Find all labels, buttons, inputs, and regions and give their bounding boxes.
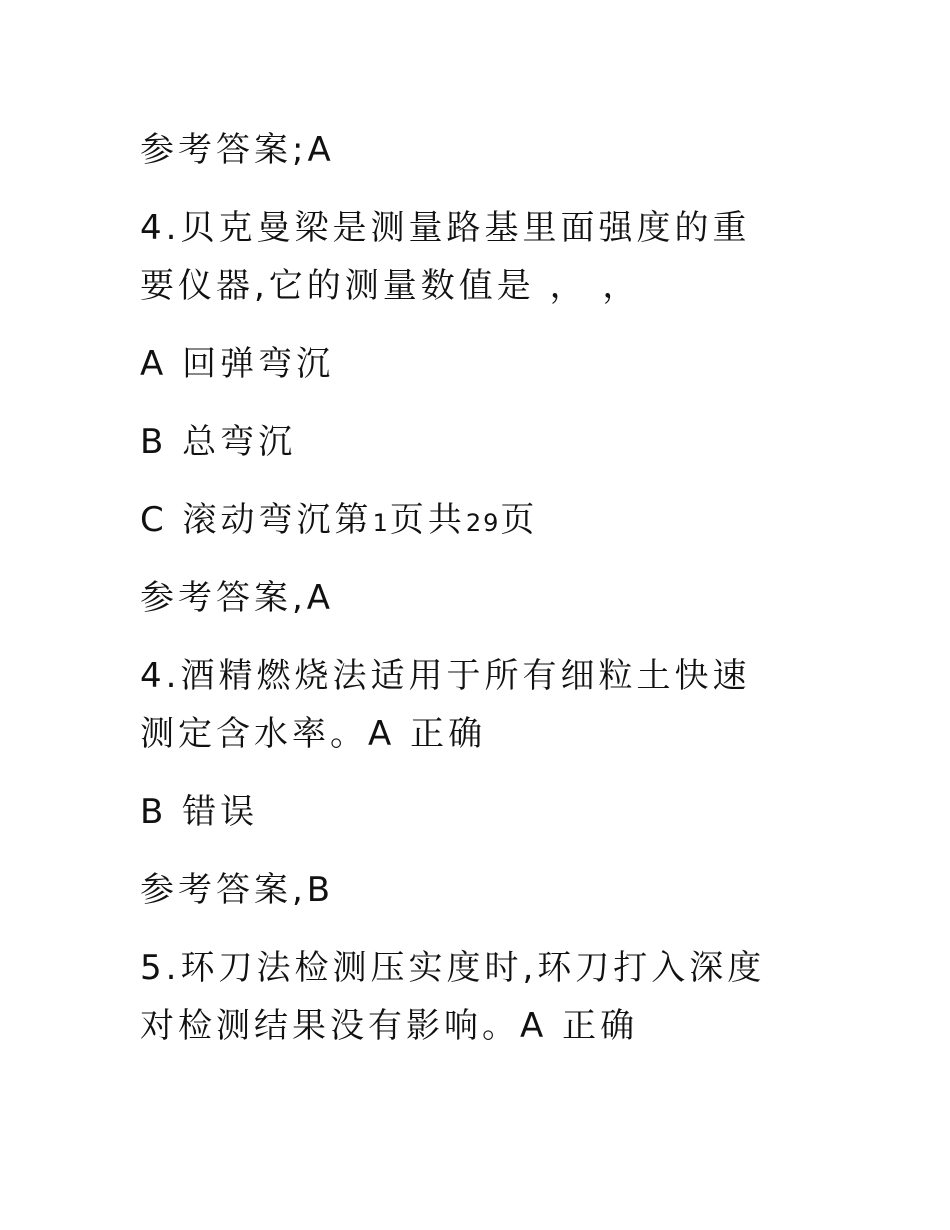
page-number-current: 1 bbox=[372, 509, 390, 537]
question-4b-text-line-2: 测定含水率。A 正确 bbox=[140, 714, 487, 754]
question-4b-text-line-1: 4.酒精燃烧法适用于所有细粒土快速 bbox=[140, 656, 751, 696]
page-label-end: 页 bbox=[500, 500, 539, 540]
option-a: A 回弹弯沉 bbox=[140, 344, 335, 384]
answer-key-line-3: 参考答案,B bbox=[140, 870, 335, 910]
option-b-error: B 错误 bbox=[140, 792, 259, 832]
answer-key-line-2: 参考答案,A bbox=[140, 578, 335, 618]
option-b: B 总弯沉 bbox=[140, 422, 297, 462]
question-4-text-line-2: 要仪器,它的测量数值是 ， ， bbox=[140, 266, 641, 306]
question-5-text-line-2: 对检测结果没有影响。A 正确 bbox=[140, 1006, 639, 1046]
page-number-total: 29 bbox=[465, 509, 501, 537]
option-c-with-page-footer bbox=[140, 500, 538, 543]
question-5-text-line-1: 5.环刀法检测压实度时,环刀打入深度 bbox=[140, 948, 766, 988]
answer-key-line-1: 参考答案;A bbox=[140, 130, 335, 170]
option-c-text: C 滚动弯沉第 bbox=[140, 500, 373, 540]
page-label-mid: 页共 bbox=[389, 500, 466, 540]
question-4-text-line-1: 4.贝克曼梁是测量路基里面强度的重 bbox=[140, 208, 751, 248]
